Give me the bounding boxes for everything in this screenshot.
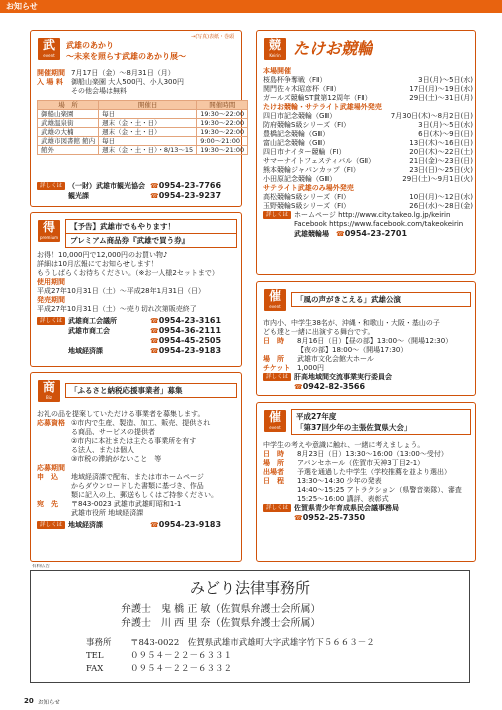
lawyer-name: 川 西 里 奈（佐賀県弁護士会所属） (161, 618, 321, 629)
phone-icon: ☎ (150, 521, 159, 529)
race-dates: 17日(月)～19日(水) (409, 85, 473, 93)
phone-icon: ☎ (150, 317, 159, 325)
kaze-line (263, 319, 473, 328)
footer-label: お知らせ (38, 700, 60, 706)
keirin-contact (263, 229, 473, 239)
premium-title: 【予告】武雄市でもやります！ (65, 219, 237, 234)
field-value: 8月16日（日）【昼の部】13:00～（開場12:30） (297, 337, 453, 345)
shonen-item (263, 486, 473, 495)
event-icon (264, 289, 286, 311)
field-value: 市内小、中学生38名が、沖縄・和歌山・大阪・基山の子 (263, 319, 440, 327)
office-row-value: ０９５４－２２－６３３２ (130, 664, 233, 674)
office-row-value: 〒843-0022 佐賀県武雄市武雄町大字武雄字竹下５６６３－２ (130, 638, 375, 648)
page-number: 20 (24, 697, 34, 705)
table-cell: 週末（金・土・日）・8/13～15 (99, 146, 197, 155)
kaze-item (263, 337, 473, 346)
table-cell: 19:30～21:00 (197, 146, 248, 155)
race-name: 四日市ナイター競輪（FⅠ） (263, 148, 346, 156)
phone-number: 0954-23-7766 (158, 181, 222, 190)
field-value: 14:40～15:25 アトラクション（県警音楽隊）、審査 (297, 486, 462, 494)
phone-number: 0942-82-3566 (302, 382, 366, 391)
race-dates: 20日(木)～22日(土) (409, 148, 473, 156)
race-name: 高松競輪S級シリーズ（FⅠ） (263, 193, 351, 201)
field-label: 日 時 (263, 450, 284, 458)
keirin-title: たけお競輪 (293, 39, 374, 58)
race-row (263, 76, 473, 85)
race-name: 小田原記念競輪（GⅢ） (263, 175, 337, 183)
field-value: 詳細は10月広報にてお知らせします！ (37, 260, 158, 268)
detail-label: 詳しくは (37, 317, 65, 325)
field-value: 武雄市役所 地域経済課 (71, 509, 144, 517)
premium-body (37, 251, 239, 356)
lawyer-row (121, 617, 451, 631)
shonen-item (263, 450, 473, 459)
field-value: 1,000円 (297, 364, 325, 372)
race-dates: 10日(月)～12日(水) (409, 193, 473, 201)
phone-number: 0954-36-2111 (158, 326, 222, 335)
field-label: 応募資格 (37, 419, 65, 427)
field-label: 日 時 (263, 337, 284, 345)
field-value: 御船山楽園 大人500円、小人300円 (71, 78, 184, 86)
firm-name: みどり法律事務所 (189, 579, 310, 597)
akari-lines (37, 69, 237, 96)
table-cell: 週末（金・土・日） (99, 128, 197, 137)
kaze-item (263, 346, 473, 355)
premium-icon (38, 220, 60, 242)
field-label: 入 場 料 (37, 78, 63, 86)
table-cell: 週末（金・土・日） (99, 119, 197, 128)
icon-glyph: 武 (42, 38, 55, 52)
phone-icon: ☎ (336, 230, 345, 238)
contact-name: 佐賀県青少年育成県民会議事務局 (294, 504, 400, 512)
icon-glyph: 得 (42, 220, 55, 234)
period-value: 平成27年10月31日（土）～平成28年1月31日（日） (37, 287, 205, 295)
contact-row (37, 181, 237, 191)
phone-icon: ☎ (150, 347, 159, 355)
office-row-label: FAX (86, 664, 104, 674)
akari-info-line (37, 87, 237, 96)
table-row (38, 128, 248, 137)
table-row (38, 110, 248, 119)
phone-number: 0954-45-2505 (158, 336, 222, 345)
furusato-item (37, 428, 239, 437)
field-label: 応募期間 (37, 464, 65, 472)
race-name: 富山記念競輪（GⅢ） (263, 139, 330, 147)
detail-label: 詳しくは (263, 504, 291, 512)
race-dates: 7月30日(木)～8月2日(日) (390, 112, 473, 120)
table-header: 場 所 (38, 101, 99, 110)
lawyer-role: 弁護士 (121, 618, 161, 629)
field-value: ③市税の滞納がないこと 等 (71, 455, 162, 463)
field-value: その他会場は無料 (71, 87, 127, 95)
table-cell: 武雄市図書館 館内 (38, 137, 99, 146)
contact-row (37, 326, 239, 336)
premium-contact (37, 316, 239, 356)
event-icon (264, 410, 286, 432)
contact-name: 肝高地域間交流事業実行委員会 (294, 373, 393, 381)
race-name: 四日市記念競輪（GⅢ） (263, 112, 337, 120)
keirin-body (263, 67, 473, 239)
icon-caption: Biz (46, 395, 52, 400)
lawyer-role: 弁護士 (121, 604, 161, 615)
field-value: ①市内で生産、製造、加工、販売、提供され (71, 419, 211, 427)
furusato-item (37, 491, 239, 500)
schedule-table (37, 100, 248, 155)
phone-icon: ☎ (150, 192, 159, 200)
contact-row (263, 504, 473, 513)
race-row (263, 112, 473, 121)
period-label: 使用期間 (37, 278, 65, 286)
keirin-web (263, 211, 473, 220)
ad-tag: 有料広告 (32, 564, 50, 569)
shonen-title (291, 409, 471, 435)
table-cell: 毎日 (99, 137, 197, 146)
homepage-link: ホームページ http://www.city.takeo.lg.jp/keirin (294, 211, 451, 219)
icon-caption: event (43, 53, 55, 58)
contact-name: （一財）武雄市観光協会 (68, 182, 146, 190)
furusato-item (37, 500, 239, 509)
lawyer-name: 鬼 橋 正 敏（佐賀県弁護士会所属） (161, 604, 321, 615)
kaze-item (263, 355, 473, 364)
office-row-value: ０９５４－２２－６３３１ (130, 651, 233, 661)
race-name: サマーナイトフェスティバル（GⅡ） (263, 157, 376, 165)
shonen-line (263, 441, 473, 450)
field-label: 日 程 (263, 477, 284, 485)
icon-glyph: 商 (42, 380, 55, 394)
law-office-ad (30, 570, 470, 683)
table-cell: 館外 (38, 146, 99, 155)
field-value: 13:30～14:30 少年の発表 (297, 477, 382, 485)
footer (0, 695, 502, 710)
premium-article (30, 212, 242, 367)
table-row (38, 137, 248, 146)
field-label: 出場者 (263, 468, 284, 476)
office-row (86, 650, 466, 663)
premium-line (37, 251, 239, 260)
race-name: 玉野競輪S級シリーズ（FⅠ） (263, 202, 351, 210)
akari-title: 武雄のあかり (66, 41, 114, 50)
furusato-item (37, 437, 239, 446)
field-value: 予選を通過した中学生（学校推薦を並より選出） (297, 468, 451, 476)
icon-caption: event (269, 425, 281, 430)
race-section-heading: 本場開催 (263, 67, 291, 75)
race-row (263, 175, 473, 184)
premium-line (37, 269, 239, 278)
field-value: からダウンロードした書類に基づき、作品 (71, 482, 204, 490)
field-value: る法人、または個人 (71, 446, 134, 454)
akari-article (30, 30, 245, 207)
field-value: る商品、サービスの提供者 (71, 428, 155, 436)
field-label: 場 所 (263, 459, 284, 467)
field-value: 15:25～16:00 講評、表彰式 (297, 495, 389, 503)
field-value: もうしばらくお待ちください。（※お一人様2セットまで） (37, 269, 219, 277)
table-cell: 毎日 (99, 110, 197, 119)
table-cell: 19:30～22:00 (197, 128, 248, 137)
section-title: お知らせ (6, 2, 38, 11)
table-cell: 9:00～21:00 (197, 137, 248, 146)
race-section-heading: サテライト武雄のみ場外発売 (263, 184, 354, 192)
office-row-label: TEL (86, 651, 104, 661)
contact-row (37, 346, 239, 356)
furusato-item (37, 464, 239, 473)
phone-number: 0954-23-2701 (344, 229, 408, 238)
race-row (263, 193, 473, 202)
furusato-item (37, 509, 239, 518)
contact-row (37, 520, 239, 530)
shonen-item (263, 477, 473, 486)
premium-subtitle: プレミアム商品券『武雄で買う券』 (65, 233, 237, 248)
furusato-item (37, 419, 239, 428)
race-name: ガールズ競輪ST賞第12周年（FⅡ） (263, 94, 372, 102)
field-value: 地域経済課で配布、または市ホームページ (71, 473, 204, 481)
kaze-title: 「風の声がきこえる」武雄公演 (291, 292, 471, 307)
period-value: 平成27年10月31日（土）～売り切れ次第販売終了 (37, 305, 197, 313)
race-name: 防府競輪S級シリーズ（FⅠ） (263, 121, 351, 129)
table-cell: 19:30～22:00 (197, 110, 248, 119)
detail-label: 詳しくは (263, 211, 291, 219)
akari-note: →(写真)表紙・巻頭 (191, 34, 235, 40)
race-dates: 29日(土)～9月1日(火) (402, 175, 473, 183)
phone-icon: ☎ (150, 182, 159, 190)
detail-label: 詳しくは (37, 521, 65, 529)
race-dates: 23日(日)～25日(火) (409, 166, 473, 174)
race-name: 熊本競輪ジャパンカップ（FⅠ） (263, 166, 360, 174)
field-value: 8月23日（日）13:30～16:00（13:00～受付） (297, 450, 448, 458)
field-value: ども達と一緒に出演する舞台です。 (263, 328, 375, 336)
section-header (0, 0, 502, 13)
contact-row (263, 373, 473, 382)
table-cell: 19:30～22:00 (197, 119, 248, 128)
race-row (263, 148, 473, 157)
shonen-title-line1: 平成27年度 (296, 412, 337, 421)
race-row (263, 157, 473, 166)
office-contact (86, 637, 466, 676)
phone-number: 0954-23-3161 (158, 316, 222, 325)
phone-icon: ☎ (150, 337, 159, 345)
table-cell: 武雄温泉街 (38, 119, 99, 128)
icon-caption: premium (40, 235, 58, 240)
lawyer-row (121, 603, 451, 617)
contact-name: 武雄市商工会 (68, 327, 110, 335)
contact-phone-row (263, 382, 473, 392)
race-name: 関門佐々木昭彦杯（FⅡ） (263, 85, 341, 93)
table-row (38, 119, 248, 128)
shonen-item (263, 459, 473, 468)
furusato-item (37, 473, 239, 482)
shonen-item (263, 468, 473, 477)
field-label: チケット (263, 364, 291, 372)
table-cell: 武雄の大楠 (38, 128, 99, 137)
race-row (263, 121, 473, 130)
phone-number: 0954-23-9237 (158, 191, 222, 200)
furusato-item (37, 455, 239, 464)
race-row (263, 166, 473, 175)
field-value: 7月17日（金）～8月31日（月） (71, 69, 175, 77)
contact-row (37, 316, 239, 326)
kaze-line (263, 328, 473, 337)
icon-caption: Keirin (269, 53, 281, 58)
kaze-article (256, 281, 476, 396)
contact-name: 武雄商工会議所 (68, 317, 118, 325)
race-dates: 3日(月)～5日(水) (418, 121, 473, 129)
shonen-article (256, 402, 476, 562)
icon-glyph: 競 (268, 38, 281, 52)
field-value: 類に記入の上、郵送もしくはご持参ください。 (71, 491, 218, 499)
akari-info-line (37, 78, 237, 87)
phone-number: 0952-25-7350 (302, 513, 366, 522)
facebook-link: Facebook https://www.facebook.com/takeokeirin (294, 220, 464, 228)
detail-label: 詳しくは (263, 373, 291, 381)
keirin-icon (264, 38, 286, 60)
lawyer-list (121, 603, 451, 631)
phone-icon: ☎ (294, 514, 303, 522)
phone-icon: ☎ (150, 327, 159, 335)
furusato-contact (37, 520, 239, 530)
icon-glyph: 催 (268, 289, 281, 303)
race-dates: 26日(水)～28日(金) (409, 202, 473, 210)
table-row (38, 146, 248, 155)
kaze-item (263, 364, 473, 373)
field-value: ②市内に本社または主たる事業所を有す (71, 437, 197, 445)
akari-subtitle: ～未来を照らす武雄のあかり展～ (66, 52, 186, 61)
phone-number: 0954-23-9183 (158, 346, 222, 355)
business-icon (38, 380, 60, 402)
furusato-item (37, 446, 239, 455)
field-value: 【夜の部】18:00～（開場17:30） (297, 346, 408, 354)
table-header: 開催時間 (197, 101, 248, 110)
phone-icon: ☎ (294, 383, 303, 391)
field-label: 宛 先 (37, 500, 58, 508)
period-label: 発売期間 (37, 296, 65, 304)
kaze-contact (263, 373, 473, 392)
akari-schedule-table (37, 100, 248, 155)
race-name: 桜島杯争奪戦（FⅡ） (263, 76, 327, 84)
detail-label: 詳しくは (37, 182, 65, 190)
furusato-item (37, 482, 239, 491)
akari-info-line (37, 69, 237, 78)
contact-name: 地域経済課 (68, 521, 104, 529)
premium-line (37, 260, 239, 269)
field-value: アバンセホール（佐賀市天神3丁目2-1） (297, 459, 425, 467)
event-icon (38, 38, 60, 60)
race-name: 豊橋記念競輪（GⅢ） (263, 130, 330, 138)
race-row (263, 202, 473, 211)
race-dates: 6日(木)～9日(日) (418, 130, 473, 138)
contact-name: 観光課 (68, 192, 89, 200)
contact-row (37, 191, 237, 201)
race-dates: 29日(土)～31日(月) (409, 94, 473, 102)
shonen-body (263, 441, 473, 523)
field-label: 申 込 (37, 473, 58, 481)
kaze-body (263, 319, 473, 392)
office-row (86, 637, 466, 650)
field-value: 〒843-0023 武雄市武雄町昭和1-1 (71, 500, 182, 508)
icon-caption: event (269, 304, 281, 309)
office-row-label: 事務所 (86, 638, 112, 648)
furusato-line (37, 410, 239, 419)
contact-row (37, 336, 239, 346)
contact-phone-row (263, 513, 473, 523)
field-label: 場 所 (263, 355, 284, 363)
field-value: お得！10,000円で12,000円のお買い物♪ (37, 251, 168, 259)
field-value: 武雄市文化会館大ホール (297, 355, 374, 363)
race-row (263, 94, 473, 103)
furusato-title: 「ふるさと納税応援事業者」募集 (65, 383, 237, 398)
icon-glyph: 催 (268, 410, 281, 424)
race-row (263, 130, 473, 139)
keirin-article (256, 30, 476, 275)
race-row (263, 139, 473, 148)
furusato-article (30, 372, 242, 562)
field-value: お礼の品を提案していただける事業者を募集します。 (37, 410, 205, 418)
race-dates: 13日(木)～16日(日) (409, 139, 473, 147)
field-label: 開催期間 (37, 69, 65, 77)
field-value: 中学生の考えや意識に触れ、一緒に考えましょう。 (263, 441, 425, 449)
shonen-item (263, 495, 473, 504)
contact-name: 武雄競輪場 (294, 230, 336, 238)
race-row (263, 85, 473, 94)
race-section-heading: たけお競輪・サテライト武雄場外発売 (263, 103, 382, 111)
table-header: 開催日 (99, 101, 197, 110)
table-cell: 御船山楽園 (38, 110, 99, 119)
office-row (86, 663, 466, 676)
race-dates: 21日(金)～23日(日) (409, 157, 473, 165)
furusato-body (37, 410, 239, 530)
akari-contact (37, 181, 237, 201)
shonen-title-line2: 「第37回少年の主張佐賀県大会」 (296, 423, 412, 432)
contact-name: 地域経済課 (68, 347, 103, 355)
phone-number: 0954-23-9183 (158, 520, 222, 529)
race-dates: 3日(月)～5日(水) (418, 76, 473, 84)
